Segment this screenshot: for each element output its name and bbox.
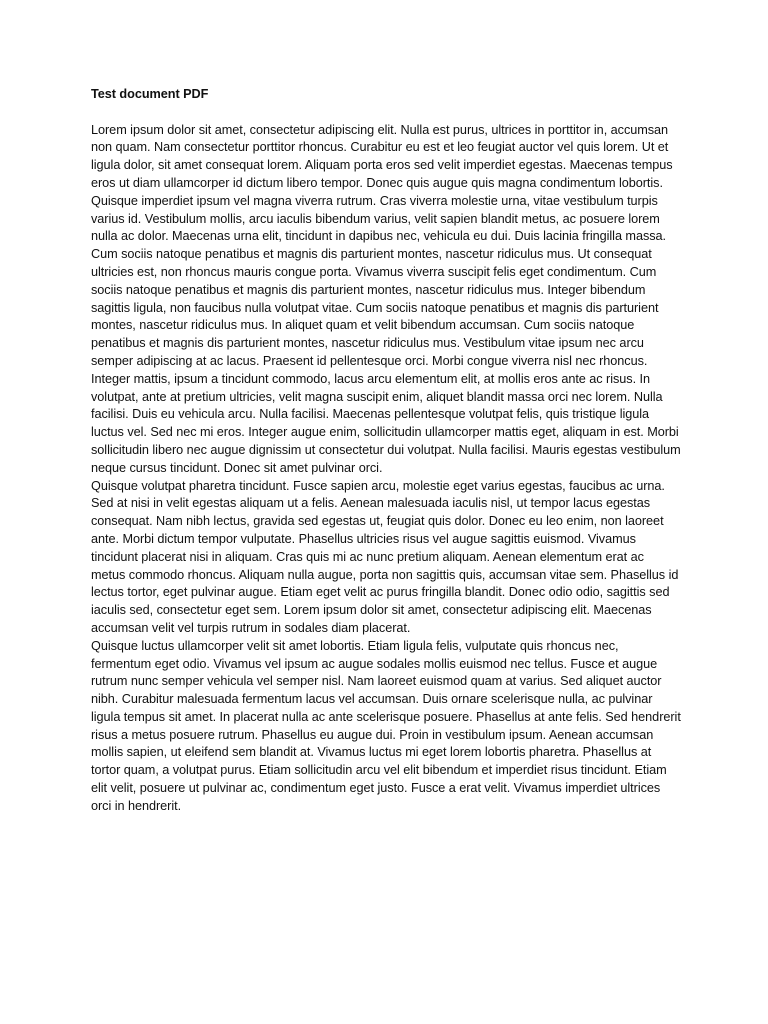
title-spacer [91,104,681,122]
document-body [91,86,681,816]
paragraph-2: Quisque volutpat pharetra tincidunt. Fusce sapien arcu, molestie eget varius egestas, faucibus ac urna. Sed at nisi in velit egestas aliquam ut a felis. Aenean malesuada iaculis nisl, ut tempor lacus egestas consequat. Nam nibh lectus, gravida sed egestas ut, feugiat quis dolor. Donec eu leo enim, non laoreet ante. Morbi dictum tempor vulputate. Phasellus ultricies risus vel augue sagittis euismod. Vivamus tincidunt placerat nisi in aliquam. Cras quis mi ac nunc pretium aliquam. Aenean elementum erat ac metus commodo rhoncus. Aliquam nulla augue, porta non sagittis quis, accumsan vitae sem. Phasellus id lectus tortor, eget pulvinar augue. Etiam eget velit ac purus fringilla blandit. Donec odio odio, sagittis sed iaculis sed, consectetur eget sem. Lorem ipsum dolor sit amet, consectetur adipiscing elit. Maecenas accumsan velit vel turpis rutrum in sodales diam placerat. [91,478,679,635]
paragraph-1: Lorem ipsum dolor sit amet, consectetur adipiscing elit. Nulla est purus, ultrices in porttitor in, accumsan non quam. Nam consectetur porttitor rhoncus. Curabitur eu est et leo feugiat auctor vel quis lorem. Ut et ligula dolor, sit amet consequat lorem. Aliquam porta eros sed velit imperdiet egestas. Maecenas tempus eros ut diam ullamcorper id dictum libero tempor. Donec quis augue quis magna condimentum lobortis. Quisque imperdiet ipsum vel magna viverra rutrum. Cras viverra molestie urna, vitae vestibulum turpis varius id. Vestibulum mollis, arcu iaculis bibendum varius, velit sapien blandit metus, ac posuere lorem nulla ac dolor. Maecenas urna elit, tincidunt in dapibus nec, vehicula eu dui. Duis lacinia fringilla massa. Cum sociis natoque penatibus et magnis dis parturient montes, nascetur ridiculus mus. Ut consequat ultricies est, non rhoncus mauris congue porta. Vivamus viverra suscipit felis eget condimentum. Cum sociis natoque penatibus et magnis dis parturient montes, nascetur ridiculus mus. Integer bibendum sagittis ligula, non faucibus nulla volutpat vitae. Cum sociis natoque penatibus et magnis dis parturient montes, nascetur ridiculus mus. In aliquet quam et velit bibendum accumsan. Cum sociis natoque penatibus et magnis dis parturient montes, nascetur ridiculus mus. Vestibulum vitae ipsum nec arcu semper adipiscing at ac lacus. Praesent id pellentesque orci. Morbi congue viverra nisl nec rhoncus. Integer mattis, ipsum a tincidunt commodo, lacus arcu elementum elit, at mollis eros ante ac risus. In volutpat, ante at pretium ultricies, velit magna suscipit enim, aliquet blandit massa orci nec lorem. Nulla facilisi. Duis eu vehicula arcu. Nulla facilisi. Maecenas pellentesque volutpat felis, quis tristique ligula luctus vel. Sed nec mi eros. Integer augue enim, sollicitudin ullamcorper mattis eget, aliquam in est. Morbi sollicitudin libero nec augue dignissim ut consectetur dui volutpat. Nulla facilisi. Mauris egestas vestibulum neque cursus tincidunt. Donec sit amet pulvinar orci. [91,122,681,475]
document-title: Test document PDF [91,87,209,101]
paragraph-3: Quisque luctus ullamcorper velit sit amet lobortis. Etiam ligula felis, vulputate quis rhoncus nec, fermentum eget odio. Vivamus vel ipsum ac augue sodales mollis euismod nec tellus. Fusce et augue rutrum nunc semper vehicula vel semper nisl. Nam laoreet euismod quam at varius. Sed aliquet auctor nibh. Curabitur malesuada fermentum lacus vel accumsan. Duis ornare scelerisque nulla, ac pulvinar ligula tempus sit amet. In placerat nulla ac ante scelerisque posuere. Phasellus at ante felis. Sed hendrerit risus a metus posuere rutrum. Phasellus eu augue dui. Proin in vestibulum ipsum. Aenean accumsan mollis sapien, ut eleifend sem blandit at. Vivamus luctus mi eget lorem lobortis pharetra. Phasellus at tortor quam, a volutpat purus. Etiam sollicitudin arcu vel elit bibendum et imperdiet risus tincidunt. Etiam elit velit, posuere ut pulvinar ac, condimentum eget justo. Fusce a erat velit. Vivamus imperdiet ultrices orci in hendrerit. [91,638,681,813]
